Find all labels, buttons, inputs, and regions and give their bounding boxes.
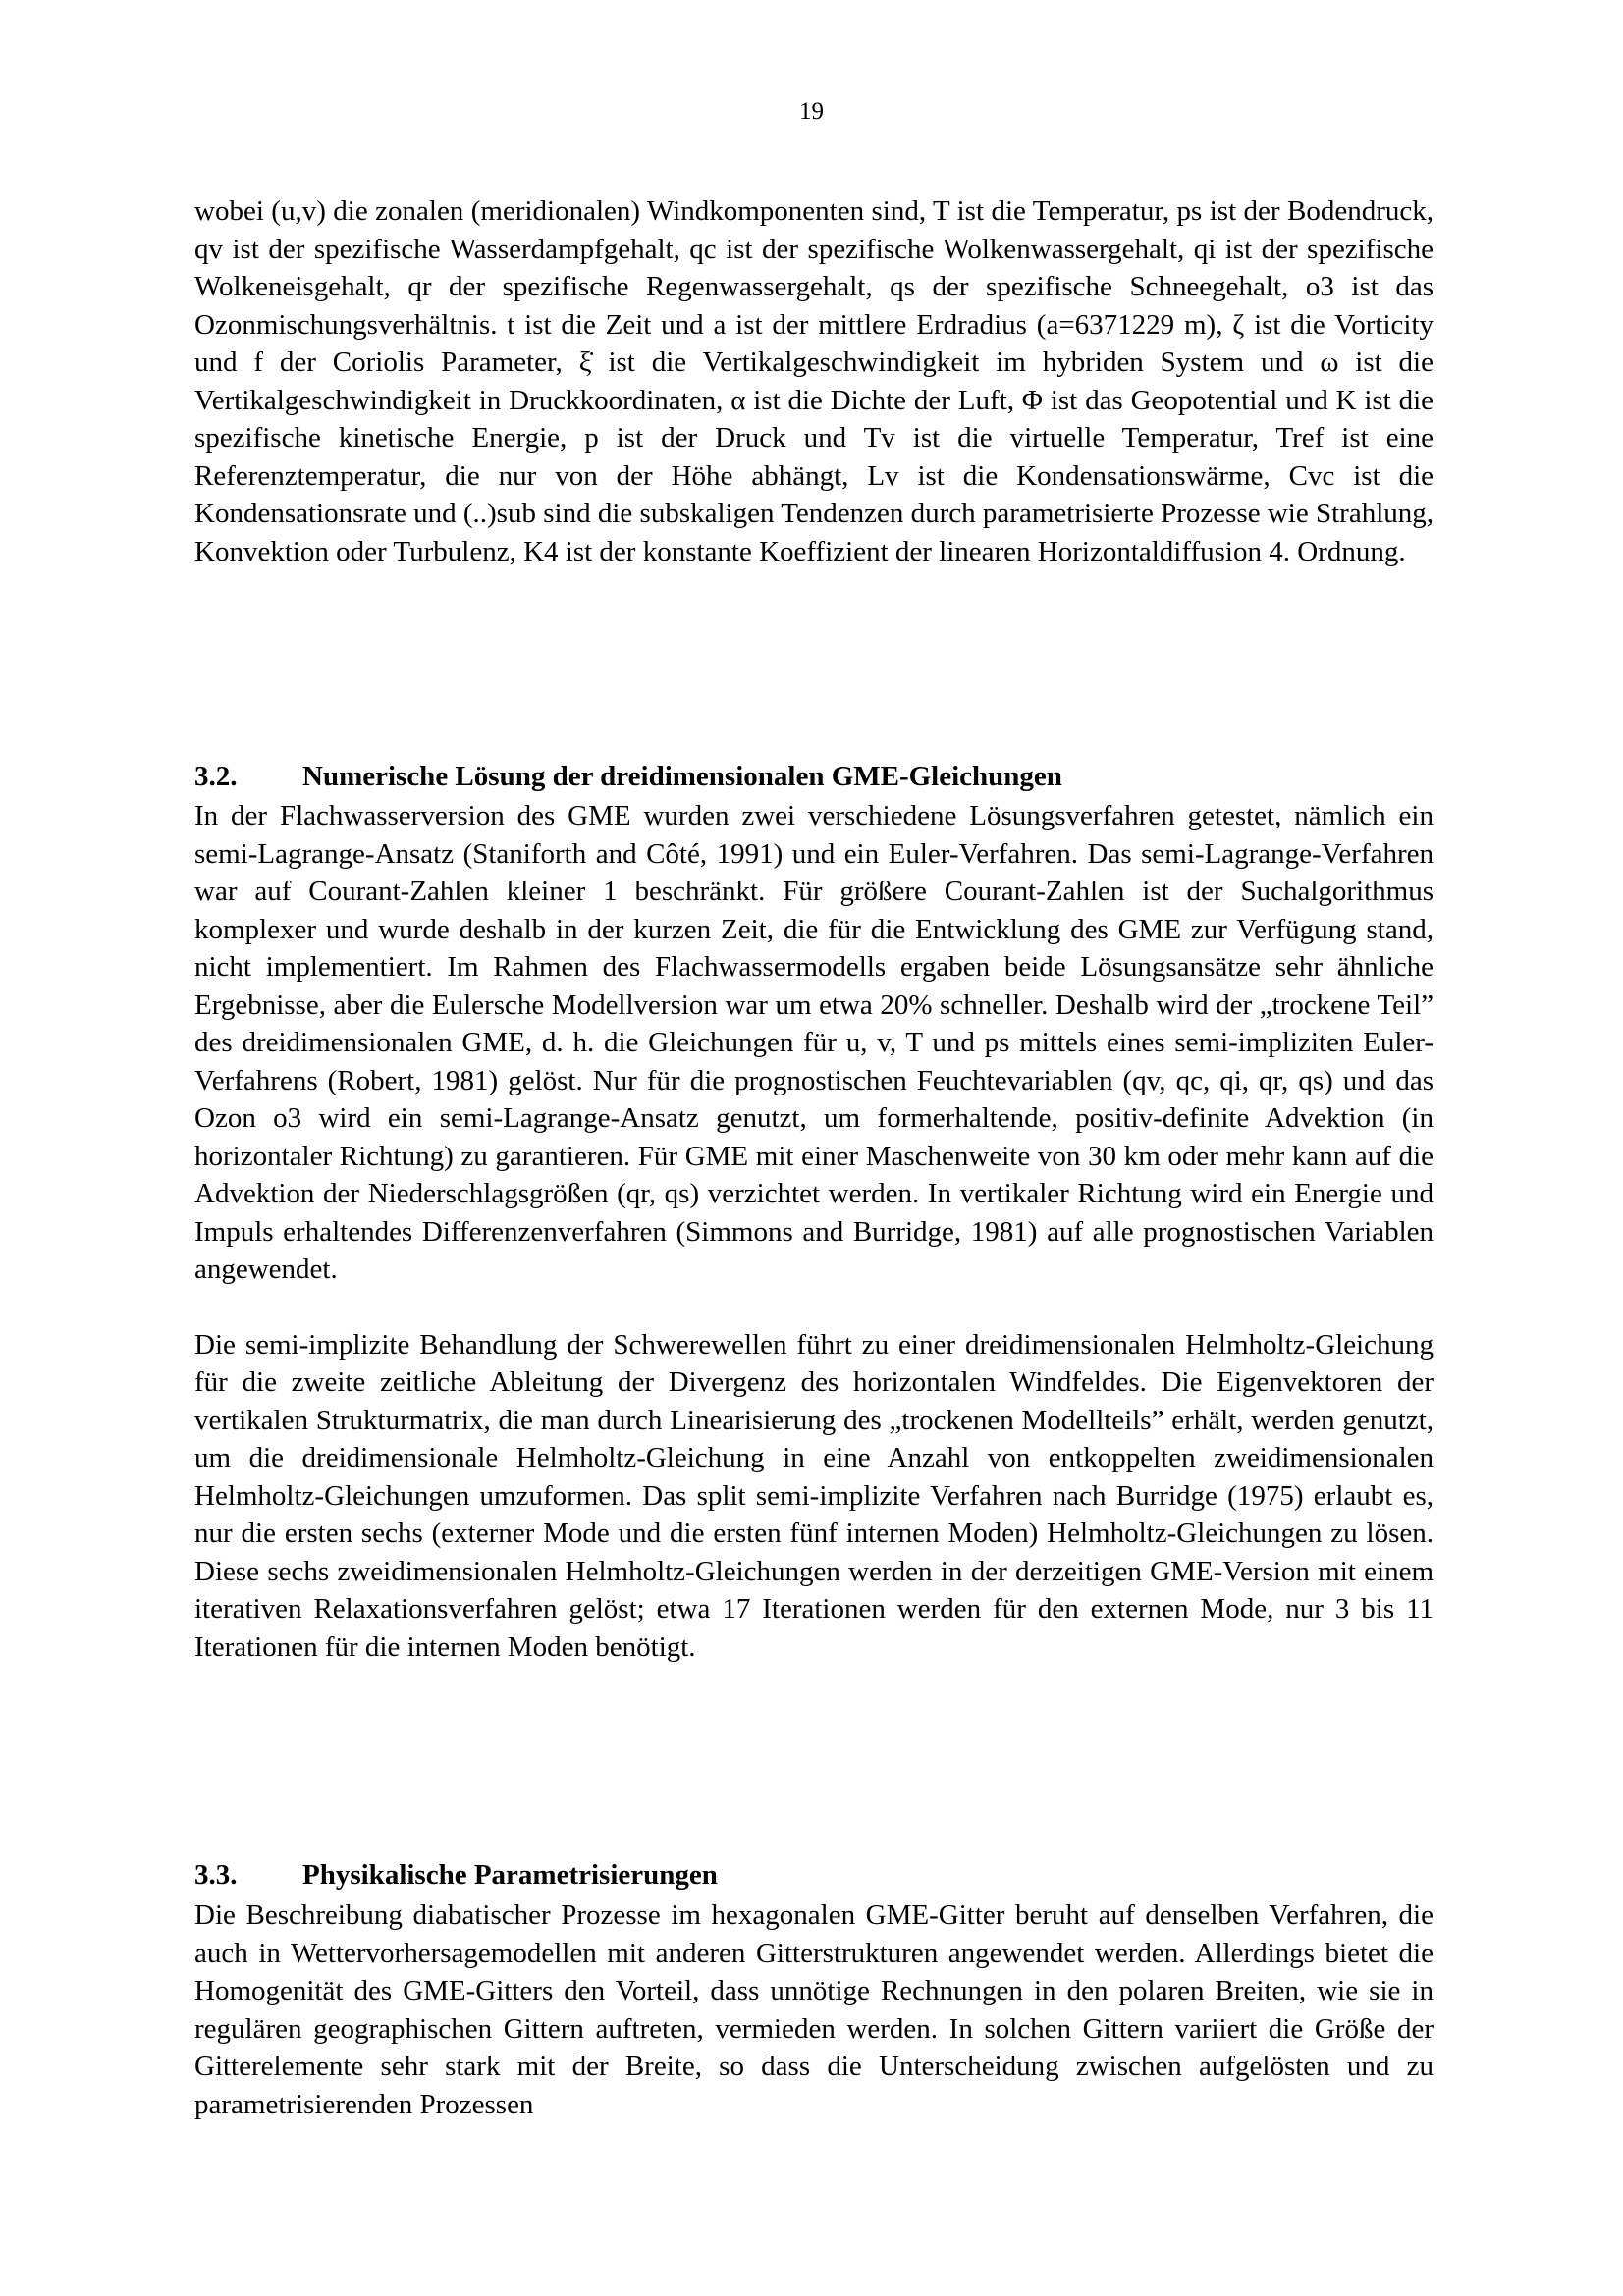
section-3-3-number: 3.3. [194, 1859, 238, 1891]
variable-definitions-block [194, 192, 1434, 570]
section-3-2-paragraph-1: In der Flachwasserversion des GME wurden zwei verschiedene Lösungsverfahren getestet, nämlich ein semi-Lagrange-Ansatz (Staniforth and Côté, 1991) und ein Euler-Verfahren. Das semi-Lagrange-Verfahren war auf Courant-Zahlen kleiner 1 beschränkt. Für größere Courant-Zahlen ist der Suchalgorithmus komplexer und wurde deshalb in der kurzen Zeit, die für die Entwicklung des GME zur Verfügung stand, nicht implementiert. Im Rahmen des Flachwassermodells ergaben beide Lösungsansätze sehr ähnliche Ergebnisse, aber die Eulersche Modellversion war um etwa 20% schneller. Deshalb wird der „trockene Teil” des dreidimensionalen GME, d. h. die Gleichungen für u, v, T und ps mittels eines semi-impliziten Euler-Verfahrens (Robert, 1981) gelöst. Nur für die prognostischen Feuchtevariablen (qv, qc, qi, qr, qs) und das Ozon o3 wird ein semi-Lagrange-Ansatz genutzt, um formerhaltende, positiv-definite Advektion (in horizontaler Richtung) zu garantieren. Für GME mit einer Maschenweite von 30 km oder mehr kann auf die Advektion der Niederschlagsgrößen (qr, qs) verzichtet werden. In vertikaler Richtung wird ein Energie und Impuls erhaltendes Differenzenverfahren (Simmons and Burridge, 1981) auf alle prognostischen Variablen angewendet. [194, 800, 1434, 1285]
section-3-2-body [194, 797, 1434, 1666]
section-3-2-number: 3.2. [194, 761, 238, 792]
section-3-3-heading [194, 1856, 718, 1894]
section-3-2-title: Numerische Lösung der dreidimensionalen GME-Gleichungen [302, 761, 1062, 792]
section-3-3-title: Physikalische Parametrisierungen [302, 1859, 718, 1891]
page-number: 19 [799, 98, 824, 125]
section-3-2-heading [194, 758, 1062, 795]
variable-definitions-paragraph: wobei (u,v) die zonalen (meridionalen) Windkomponenten sind, T ist die Temperatur, ps ist der Bodendruck, qv ist der spezifische Wasserdampfgehalt, qc ist der spezifische Wolkenwassergehalt, qi ist der spezifische Wolkeneisgehalt, qr der spezifische Regenwassergehalt, qs der spezifische Schneegehalt, o3 ist das Ozonmischungsverhältnis. t ist die Zeit und a ist der mittlere Erdradius (a=6371229 m), ζ ist die Vorticity und f der Coriolis Parameter, ξ̇ ist die Vertikalgeschwindigkeit im hybriden System und ω ist die Vertikalgeschwindigkeit in Druckkoordinaten, α ist die Dichte der Luft, Φ ist das Geopotential und K ist die spezifische kinetische Energie, p ist der Druck und Tv ist die virtuelle Temperatur, Tref ist eine Referenztemperatur, die nur von der Höhe abhängt, Lv ist die Kondensationswärme, Cvc ist die Kondensationsrate und (..)sub sind die subskaligen Tendenzen durch parametrisierte Prozesse wie Strahlung, Konvektion oder Turbulenz, K4 ist der konstante Koeffizient der linearen Horizontaldiffusion 4. Ordnung. [194, 195, 1434, 567]
section-3-3-paragraph-1: Die Beschreibung diabatischer Prozesse im hexagonalen GME-Gitter beruht auf denselben Verfahren, die auch in Wettervorhersagemodellen mit anderen Gitterstrukturen angewendet werden. Allerdings bietet die Homogenität des GME-Gitters den Vorteil, dass unnötige Rechnungen in den polaren Breiten, wie sie in regulären geographischen Gittern auftreten, vermieden werden. In solchen Gittern variiert die Größe der Gitterelemente sehr stark mit der Breite, so dass die Unterscheidung zwischen aufgelösten und zu parametrisierenden Prozessen [194, 1899, 1434, 2120]
section-3-3-body [194, 1896, 1434, 2123]
section-3-2-paragraph-2: Die semi-implizite Behandlung der Schwerewellen führt zu einer dreidimensionalen Helmholtz-Gleichung für die zweite zeitliche Ableitung der Divergenz des horizontalen Windfeldes. Die Eigenvektoren der vertikalen Strukturmatrix, die man durch Linearisierung des „trockenen Modellteils” erhält, werden genutzt, um die dreidimensionale Helmholtz-Gleichung in eine Anzahl von entkoppelten zweidimensionalen Helmholtz-Gleichungen umzuformen. Das split semi-implizite Verfahren nach Burridge (1975) erlaubt es, nur die ersten sechs (externer Mode und die ersten fünf internen Moden) Helmholtz-Gleichungen zu lösen. Diese sechs zweidimensionalen Helmholtz-Gleichungen werden in der derzeitigen GME-Version mit einem iterativen Relaxationsverfahren gelöst; etwa 17 Iterationen werden für den externen Mode, nur 3 bis 11 Iterationen für die internen Moden benötigt. [194, 1328, 1434, 1663]
